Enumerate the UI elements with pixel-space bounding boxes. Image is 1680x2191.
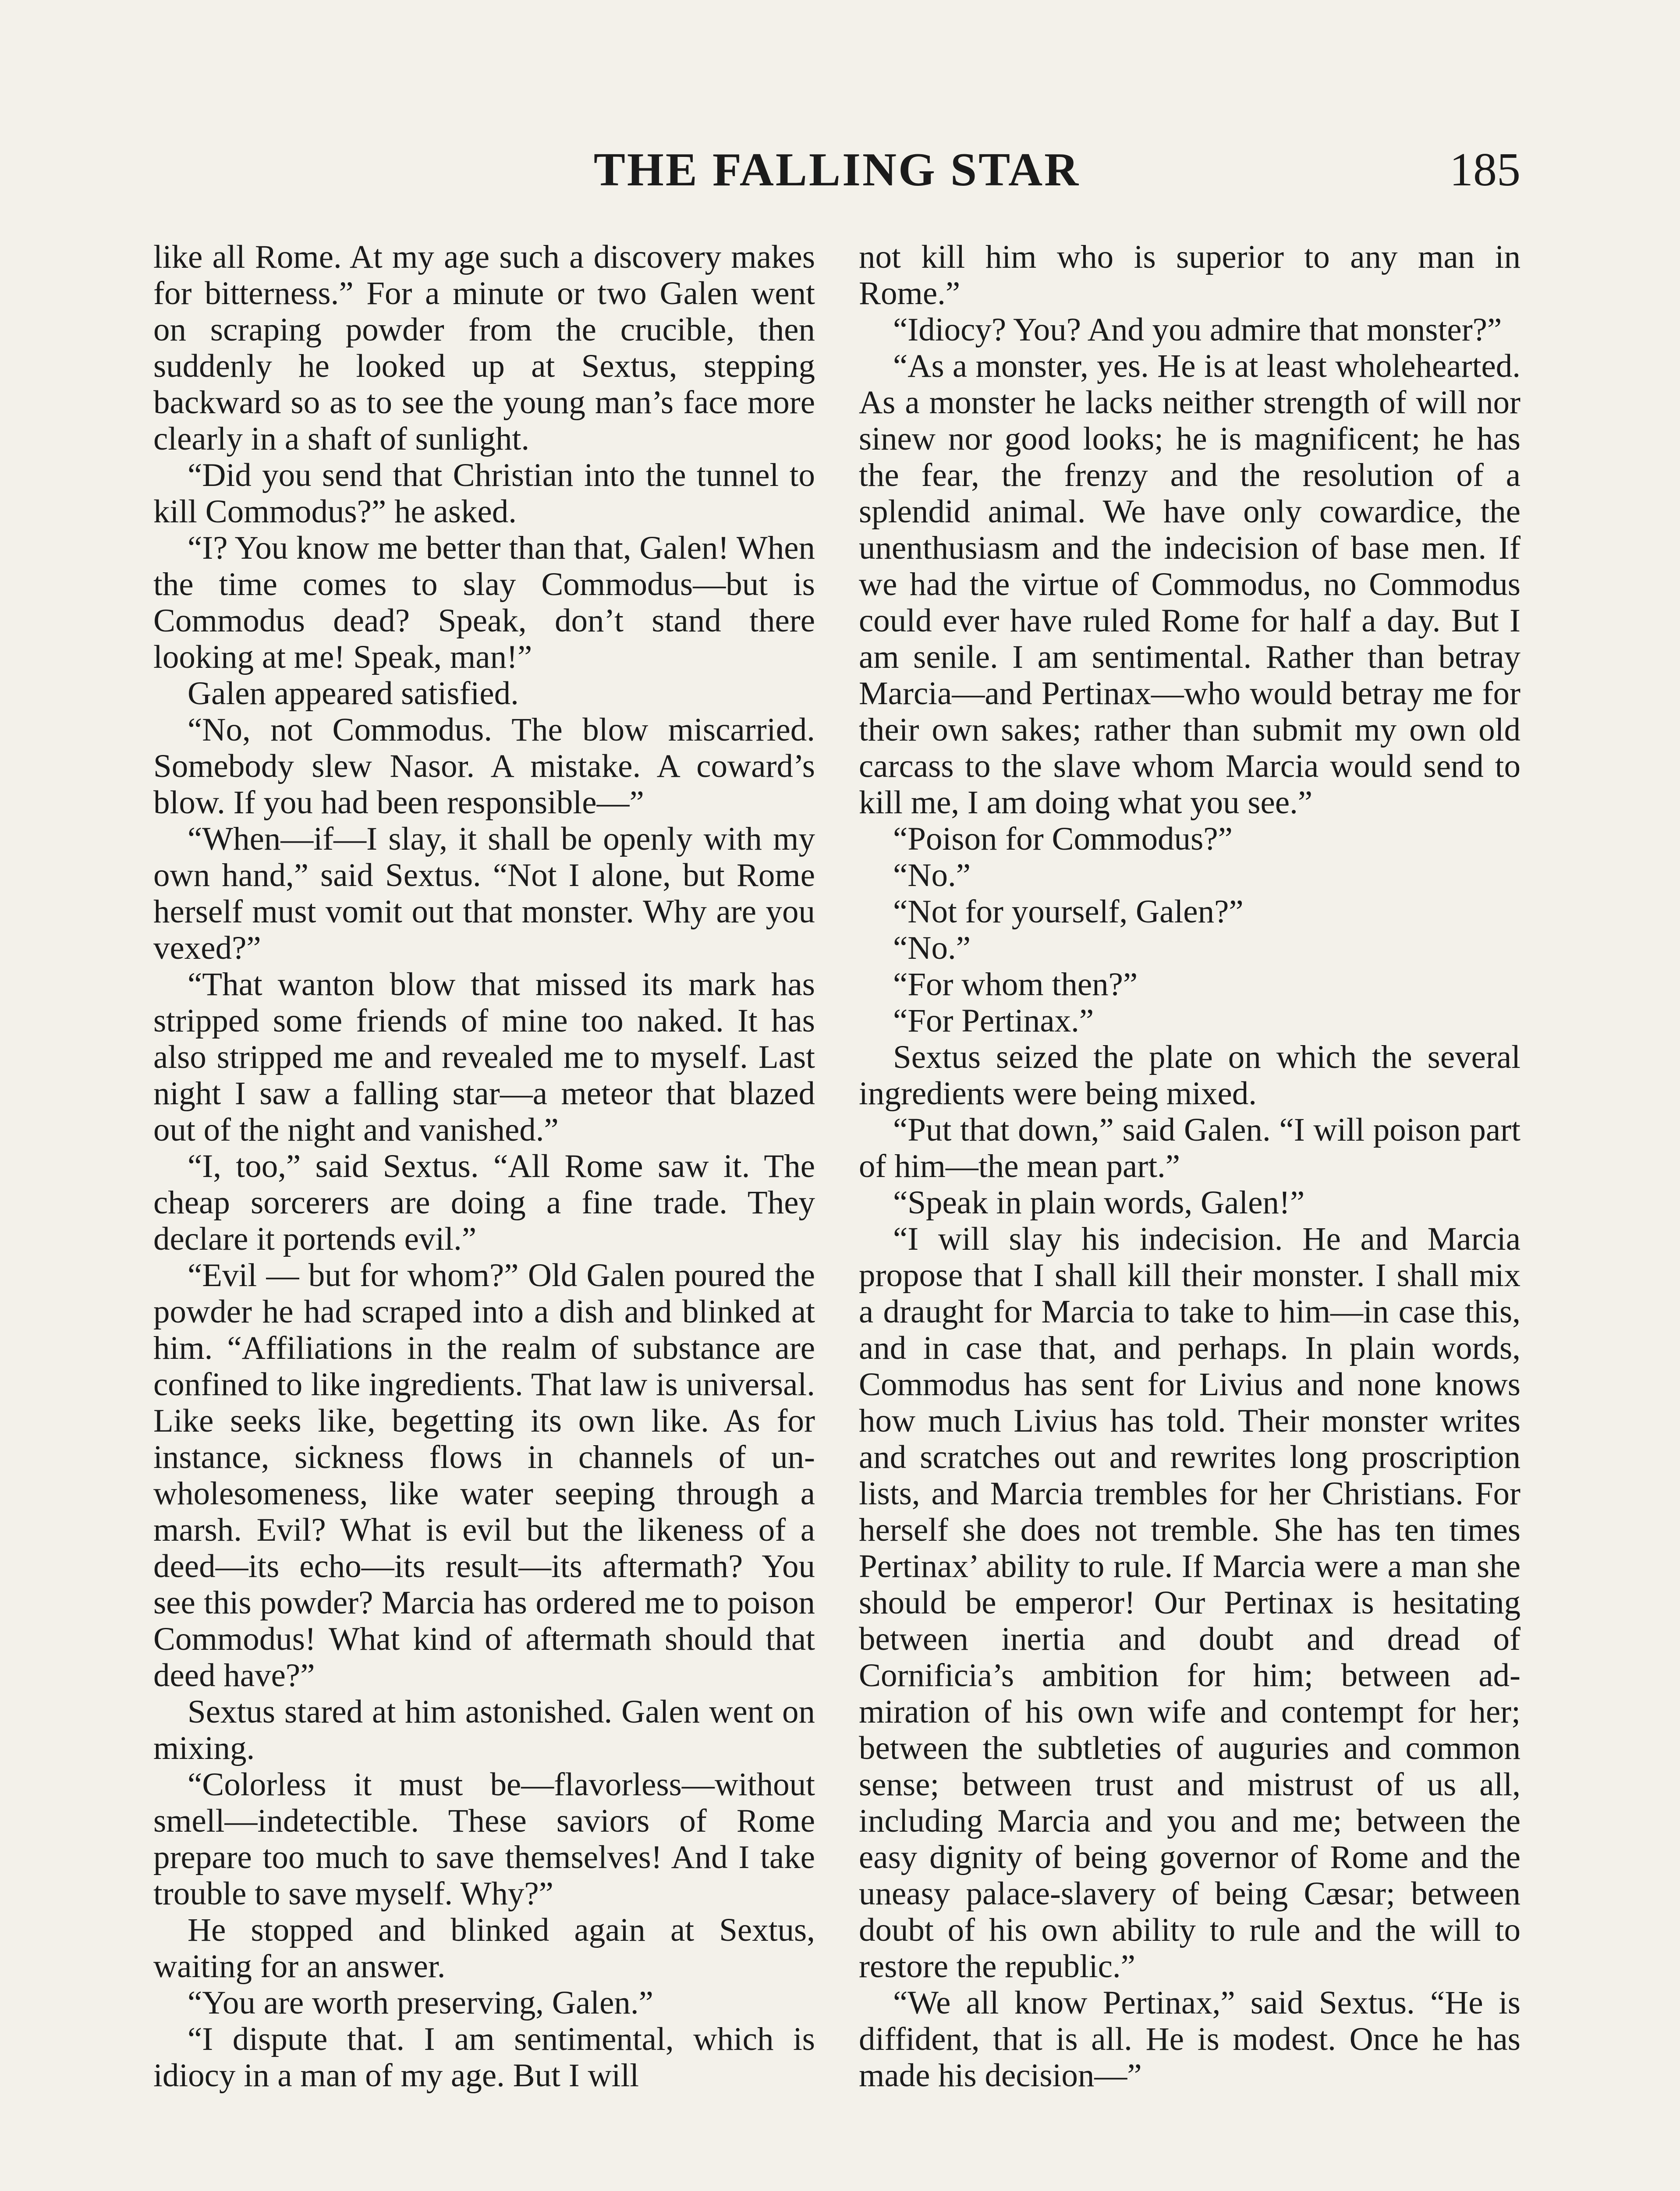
running-title: THE FALLING STAR	[593, 144, 1081, 196]
paragraph: “As a monster, yes. He is at least wholehearted. As a monster he lacks neither strength of will nor sinew nor good looks; he is magnificent; he has the fear, the frenzy and the resolution of a splendid animal. We have only cowardice, the unenthusiasm and the indecision of base men. If we had the virtue of Commodus, no Commodus could ever have ruled Rome for half a day. But I am senile. I am sentimental. Rather than betray Marcia—and Pertinax—who would betray me for their own sakes; rather than submit my own old carcass to the slave whom Marcia would send to kill me, I am doing what you see.”	[859, 348, 1521, 821]
paragraph: “That wanton blow that missed its mark has stripped some friends of mine too naked. It has also stripped me and revealed me to myself. Last night I saw a falling star—a meteor that blazed out of the night and vanished.”	[153, 966, 815, 1148]
right-column	[859, 239, 1521, 2094]
paragraph: “Idiocy? You? And you admire that monster?”	[893, 312, 1502, 348]
left-column	[153, 239, 815, 2094]
paragraph: “Speak in plain words, Galen!”	[893, 1184, 1305, 1221]
paragraph: “Put that down,” said Galen. “I will poison part of him—the mean part.”	[859, 1112, 1521, 1184]
paragraph: He stopped and blinked again at Sextus, waiting for an answer.	[153, 1912, 815, 1985]
paragraph: Sextus seized the plate on which the several ingredients were being mixed.	[859, 1039, 1521, 1112]
paragraph: “I, too,” said Sextus. “All Rome saw it. The cheap sorcerers are doing a fine trade. They declare it portends evil.”	[153, 1148, 815, 1257]
paragraph: “We all know Pertinax,” said Sextus. “He is diffident, that is all. He is modest. Once he has made his decision—”	[859, 1985, 1521, 2094]
paragraph: “You are worth preserving, Galen.”	[188, 1985, 653, 2021]
page-number: 185	[1450, 144, 1521, 196]
paragraph: “For Pertinax.”	[893, 1003, 1094, 1039]
paragraph: “For whom then?”	[893, 966, 1138, 1003]
paragraph: “I will slay his indecision. He and Marcia propose that I shall kill their monster. I shall mix a draught for Marcia to take to him—in case this, and in case that, and perhaps. In plain words, Commodus has sent for Livius and none knows how much Livius has told. Their monster writes and scratches out and rewrites long proscription lists, and Marcia trembles for her Christians. For herself she does not tremble. She has ten times Pertinax’ ability to rule. If Marcia were a man she should be emperor! Our Pertinax is hesitating between inertia and doubt and dread of Cornificia’s ambition for him; between admiration of his own wife and contempt for her; between the subtleties of auguries and common sense; between trust and mistrust of us all, including Marcia and you and me; between the easy dignity of being governor of Rome and the uneasy palace-slavery of being Cæsar; between doubt of his own ability to rule and the will to restore the republic.”	[859, 1221, 1521, 1985]
paragraph: “I dispute that. I am sentimental, which is idiocy in a man of my age. But I will	[153, 2021, 815, 2094]
paragraph: “Did you send that Christian into the tunnel to kill Commodus?” he asked.	[153, 457, 815, 530]
paragraph: Sextus stared at him astonished. Galen went on mixing.	[153, 1694, 815, 1766]
paragraph: not kill him who is superior to any man in Rome.”	[859, 239, 1521, 312]
paragraph: “No.”	[893, 930, 971, 966]
paragraph: Galen appeared satisfied.	[188, 675, 519, 712]
paragraph: “Evil — but for whom?” Old Galen poured the powder he had scraped into a dish and blinked at him. “Affiliations in the realm of substance are confined to like ingredients. That law is universal. Like seeks like, begetting its own like. As for instance, sickness flows in channels of unwholesomeness, like water seeping through a marsh. Evil? What is evil but the likeness of a deed—its echo—its result—its aftermath? You see this powder? Marcia has ordered me to poison Commodus! What kind of aftermath should that deed have?”	[153, 1257, 815, 1694]
paragraph: like all Rome. At my age such a discovery makes for bitterness.” For a minute or two Galen went on scraping powder from the crucible, then suddenly he looked up at Sextus, stepping backward so as to see the young man’s face more clearly in a shaft of sunlight.	[153, 239, 815, 457]
paragraph: “Colorless it must be—flavorless—without smell—indetectible. These saviors of Rome prepare too much to save themselves! And I take trouble to save myself. Why?”	[153, 1766, 815, 1912]
paragraph: “Poison for Commodus?”	[893, 821, 1233, 857]
paragraph: “No, not Commodus. The blow miscarried. Somebody slew Nasor. A mistake. A coward’s blow. If you had been responsible—”	[153, 712, 815, 821]
paragraph: “No.”	[893, 857, 971, 893]
paragraph: “When—if—I slay, it shall be openly with my own hand,” said Sextus. “Not I alone, but Rome herself must vomit out that monster. Why are you vexed?”	[153, 821, 815, 966]
running-head	[153, 139, 1521, 201]
paragraph: “Not for yourself, Galen?”	[893, 893, 1244, 930]
paragraph: “I? You know me better than that, Galen! When the time comes to slay Commodus—but is Commodus dead? Speak, don’t stand there looking at me! Speak, man!”	[153, 530, 815, 675]
